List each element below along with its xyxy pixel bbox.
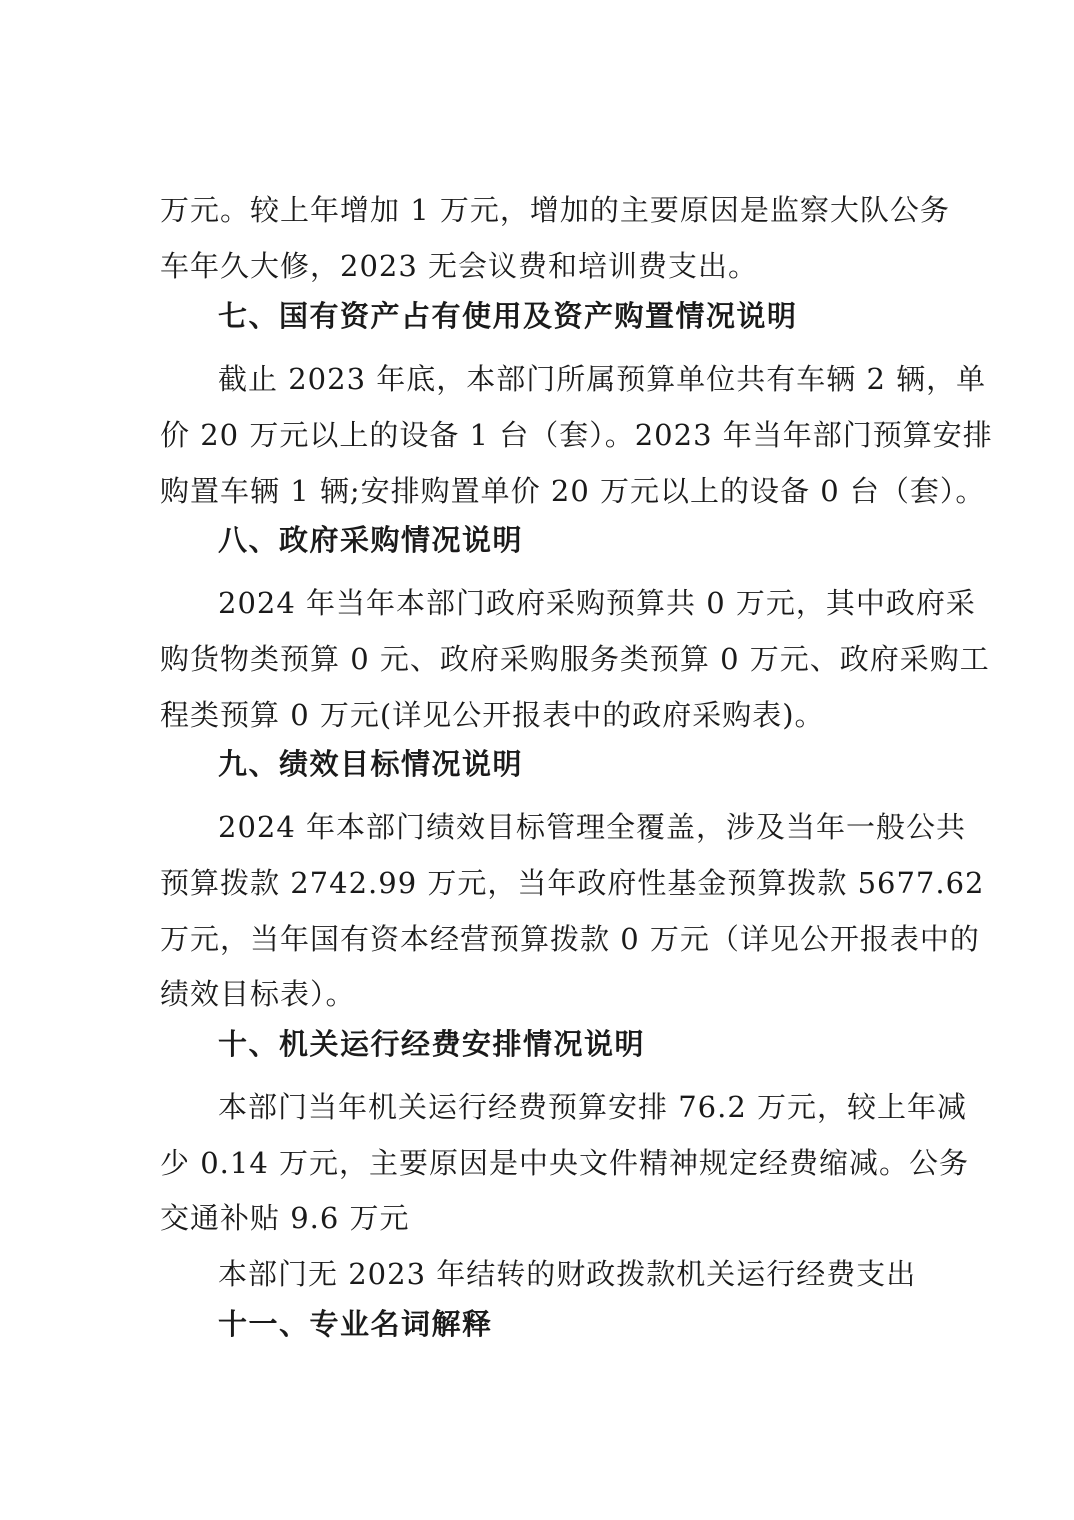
paragraph-line: 购货物类预算 0 元、政府采购服务类预算 0 万元、政府采购工 [160, 642, 990, 676]
paragraph-line: 截止 2023 年底，本部门所属预算单位共有车辆 2 辆，单 [218, 362, 987, 396]
paragraph-line: 少 0.14 万元，主要原因是中央文件精神规定经费缩减。公务 [160, 1146, 970, 1180]
paragraph-line: 本部门当年机关运行经费预算安排 76.2 万元，较上年减 [218, 1090, 968, 1124]
paragraph-line: 本部门无 2023 年结转的财政拨款机关运行经费支出 [218, 1257, 917, 1291]
paragraph-line: 绩效目标表）。 [160, 977, 356, 1011]
section-heading-8: 八、政府采购情况说明 [218, 523, 524, 557]
paragraph-line: 万元，当年国有资本经营预算拨款 0 万元（详见公开报表中的 [160, 922, 980, 956]
section-heading-7: 七、国有资产占有使用及资产购置情况说明 [218, 299, 798, 333]
paragraph-line: 预算拨款 2742.99 万元，当年政府性基金预算拨款 5677.62 [160, 866, 985, 900]
paragraph-line: 价 20 万元以上的设备 1 台（套）。2023 年当年部门预算安排 [160, 418, 993, 452]
paragraph-line: 购置车辆 1 辆;安排购置单价 20 万元以上的设备 0 台（套）。 [160, 474, 986, 508]
section-heading-11: 十一、专业名词解释 [218, 1307, 493, 1341]
section-heading-10: 十、机关运行经费安排情况说明 [218, 1027, 646, 1061]
paragraph-line: 程类预算 0 万元(详见公开报表中的政府采购表)。 [160, 698, 825, 732]
section-heading-9: 九、绩效目标情况说明 [218, 747, 524, 781]
paragraph-line: 2024 年本部门绩效目标管理全覆盖，涉及当年一般公共 [218, 810, 967, 844]
paragraph-line: 2024 年当年本部门政府采购预算共 0 万元，其中政府采 [218, 586, 976, 620]
paragraph-line: 万元。较上年增加 1 万元，增加的主要原因是监察大队公务 [160, 193, 950, 227]
paragraph-line: 交通补贴 9.6 万元 [160, 1201, 410, 1235]
paragraph-line: 车年久大修，2023 无会议费和培训费支出。 [160, 249, 759, 283]
